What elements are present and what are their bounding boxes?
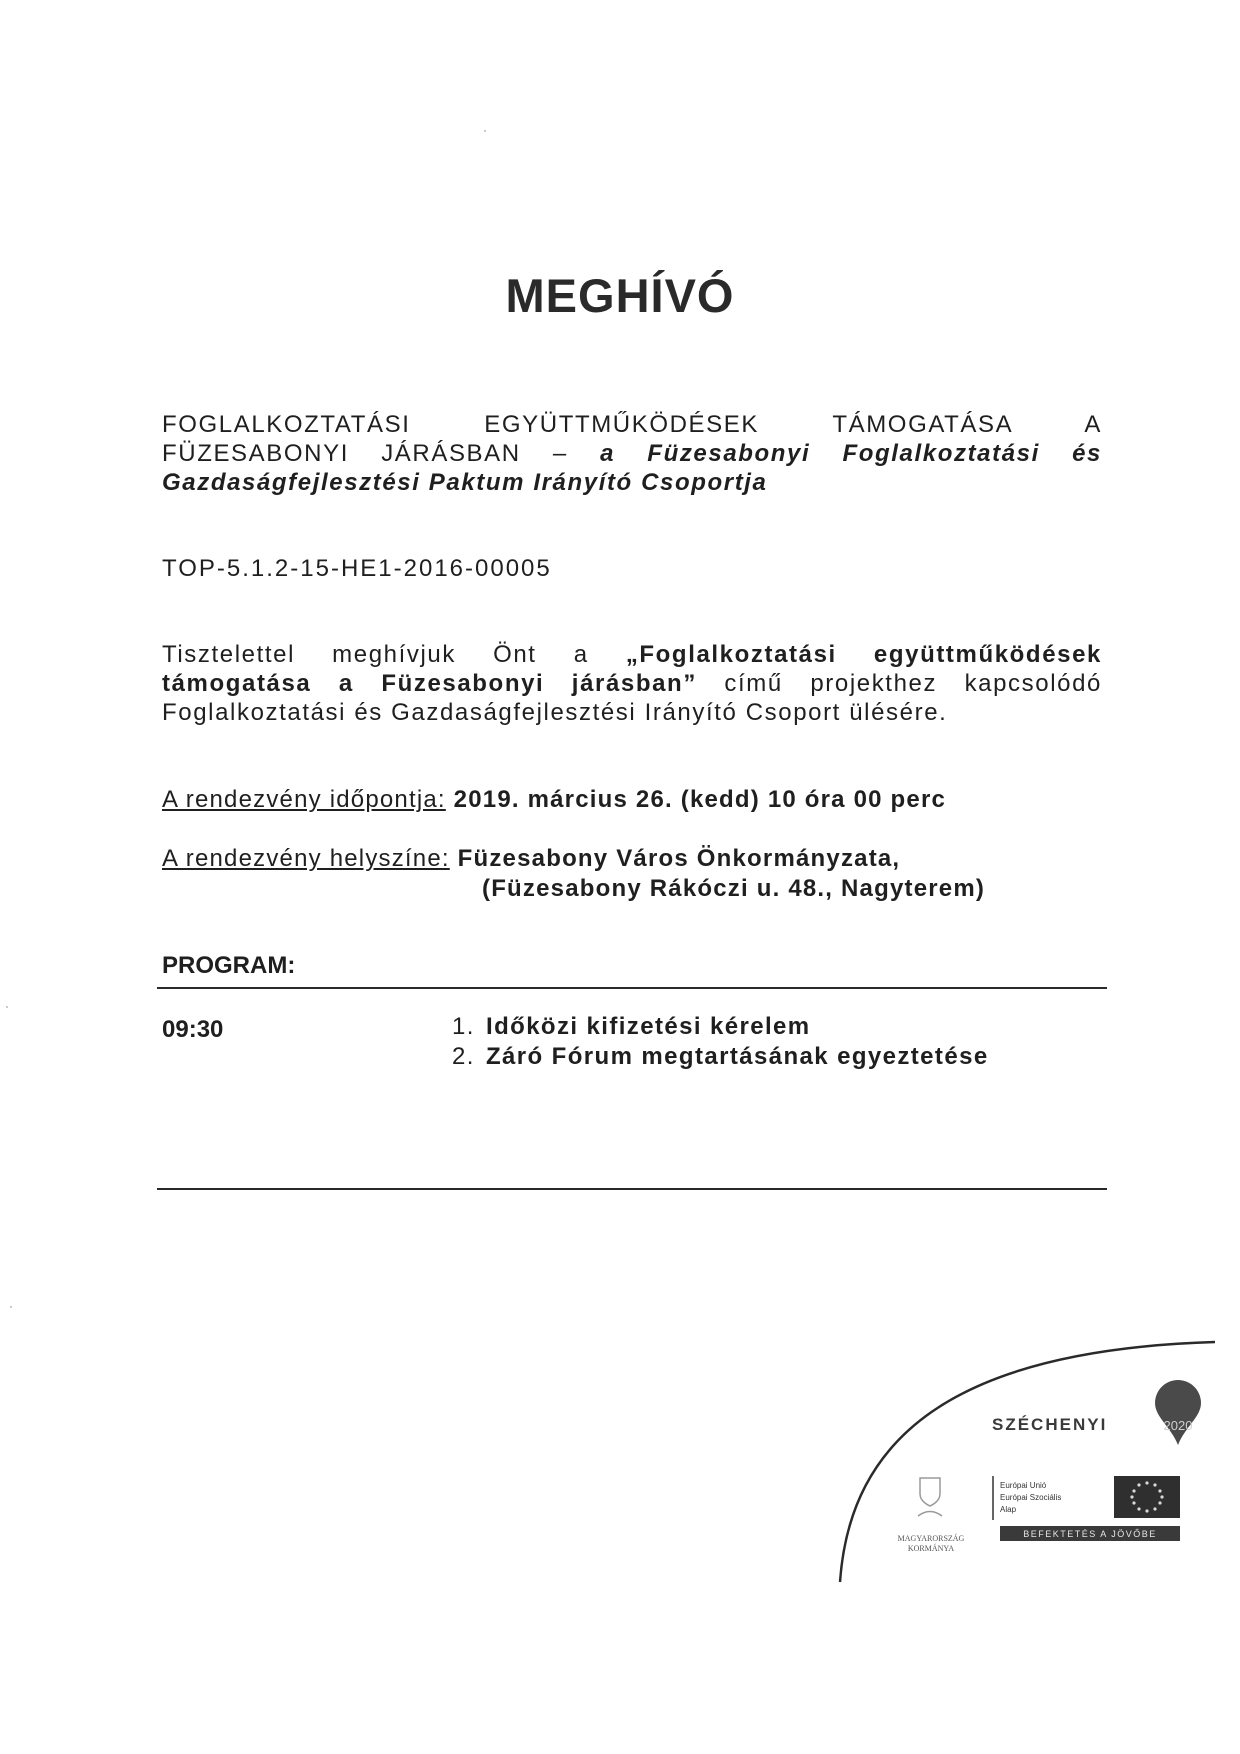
gov-line-1: MAGYARORSZÁG <box>897 1534 965 1543</box>
szechenyi-pin-icon <box>1155 1380 1201 1445</box>
agenda-item-text: Záró Fórum megtartásának egyeztetése <box>486 1043 989 1070</box>
slogan-text: BEFEKTETÉS A JÖVŐBE <box>1023 1529 1157 1539</box>
project-title <box>162 410 1102 497</box>
invitation-suffix: című projekthez kapcsolódó Foglalkoztatási és Gazdaságfejlesztési Irányító Csoport ülésére. <box>162 670 1102 726</box>
szechenyi-year: 2020 <box>1163 1418 1193 1433</box>
eu-line-1: Európai Unió <box>1000 1481 1047 1490</box>
gov-line-2: KORMÁNYA <box>907 1544 955 1553</box>
eu-flag-icon <box>1114 1476 1180 1518</box>
event-time-label: A rendezvény időpontja: <box>162 786 446 813</box>
page-title: MEGHÍVÓ <box>505 269 735 322</box>
coat-of-arms-icon <box>918 1478 942 1516</box>
project-title-italic: a Füzesabonyi Foglalkoztatási és <box>600 440 1102 467</box>
event-time-row <box>162 786 946 814</box>
event-place-label: A rendezvény helyszíne: <box>162 845 450 872</box>
project-title-plain: FÜZESABONYI JÁRÁSBAN – <box>162 440 601 467</box>
scan-speck <box>6 1006 8 1008</box>
eu-line-3: Alap <box>1000 1505 1017 1514</box>
project-title-line-2 <box>162 439 1102 468</box>
logo-arc <box>840 1342 1215 1582</box>
szechenyi-text: SZÉCHENYI <box>992 1415 1108 1434</box>
agenda-item-text: Időközi kifizetési kérelem <box>486 1013 811 1040</box>
agenda-item-number: 1. <box>452 1013 475 1040</box>
event-place-row <box>162 845 900 873</box>
agenda-item <box>452 1042 989 1072</box>
program-label: PROGRAM: <box>162 952 296 979</box>
agenda-item <box>452 1012 989 1042</box>
scan-speck <box>484 130 486 132</box>
project-code: TOP-5.1.2-15-HE1-2016-00005 <box>162 555 552 582</box>
event-place-line-1: Füzesabony Város Önkormányzata, <box>457 845 901 872</box>
eu-line-2: Európai Szociális <box>1000 1493 1062 1502</box>
invitation-text <box>162 640 1102 727</box>
funding-logo <box>830 1320 1240 1590</box>
project-title-line-3: Gazdaságfejlesztési Paktum Irányító Csoportja <box>162 469 768 496</box>
program-agenda <box>452 1012 989 1072</box>
event-time-value: 2019. március 26. (kedd) 10 óra 00 perc <box>453 786 947 813</box>
program-divider-top <box>157 987 1107 989</box>
invitation-project-name: „Foglalkoztatási együttműködések támogatása a Füzesabonyi járásban” <box>162 641 1102 697</box>
scan-speck <box>10 1306 12 1308</box>
agenda-item-number: 2. <box>452 1043 475 1070</box>
funding-logo-graphic <box>830 1320 1240 1590</box>
program-divider-bottom <box>157 1188 1107 1190</box>
project-title-line-1: FOGLALKOZTATÁSI EGYÜTTMŰKÖDÉSEK TÁMOGATÁSA A <box>162 411 1102 438</box>
program-time: 09:30 <box>162 1016 224 1043</box>
event-place-line-2: (Füzesabony Rákóczi u. 48., Nagyterem) <box>482 875 986 902</box>
invitation-prefix: Tisztelettel meghívjuk Önt a <box>162 641 626 668</box>
